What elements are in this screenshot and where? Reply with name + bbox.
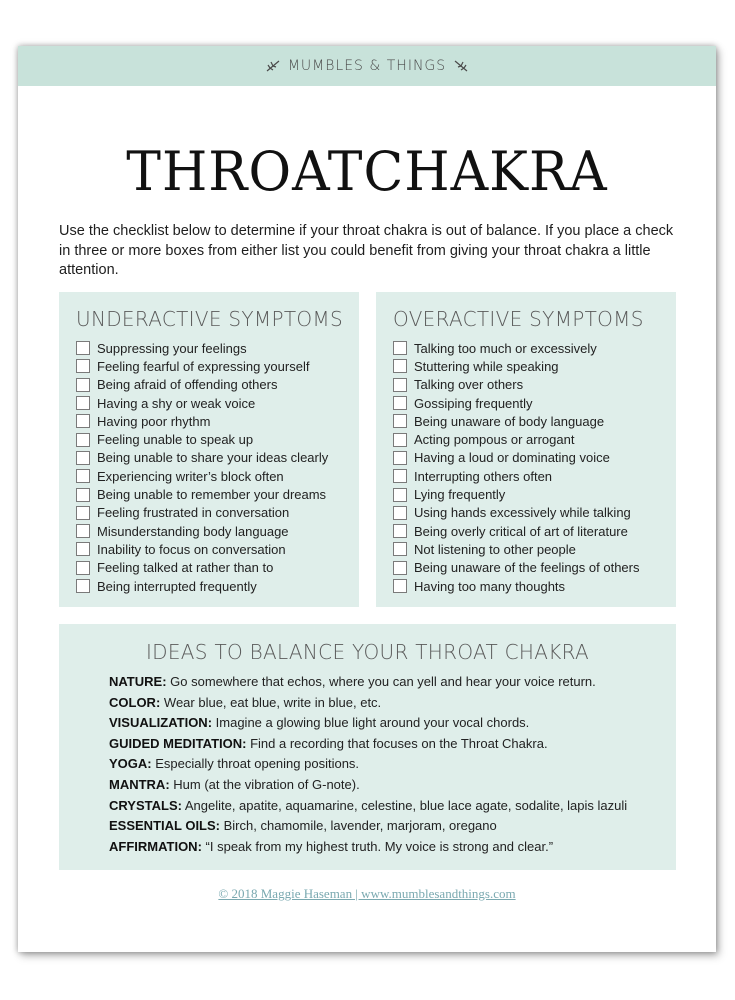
checklist-item[interactable] — [76, 357, 328, 375]
checklist-item-label: Feeling frustrated in conversation — [97, 505, 290, 521]
idea-label: ESSENTIAL OILS: — [109, 818, 220, 834]
checklist-item[interactable] — [76, 504, 328, 522]
idea-item — [109, 754, 627, 775]
checklist-item-label: Having poor rhythm — [97, 413, 211, 429]
checkbox[interactable] — [393, 396, 407, 410]
checklist-item-label: Lying frequently — [414, 487, 506, 503]
checklist-item-label: Having a shy or weak voice — [97, 395, 256, 411]
idea-item — [109, 734, 627, 755]
brand-logo — [265, 58, 469, 74]
checkbox[interactable] — [76, 506, 90, 520]
checklist-item[interactable] — [393, 577, 639, 595]
idea-label: AFFIRMATION: — [109, 838, 202, 854]
checklist-item[interactable] — [393, 394, 639, 412]
checklist-item[interactable] — [393, 357, 639, 375]
checklist-item-label: Being unaware of body language — [414, 413, 605, 429]
idea-item — [109, 672, 627, 693]
checklist-item[interactable] — [76, 376, 328, 394]
idea-item — [109, 713, 627, 734]
overactive-panel — [376, 292, 676, 607]
idea-text: Angelite, apatite, aquamarine, celestine, blue lace agate, sodalite, lapis lazuli — [184, 797, 628, 813]
checkbox[interactable] — [393, 469, 407, 483]
sprig-icon — [265, 59, 281, 73]
sprig-icon — [453, 59, 469, 73]
idea-label: COLOR: — [109, 694, 161, 710]
checklist-item-label: Being afraid of offending others — [97, 377, 278, 393]
checkbox[interactable] — [393, 341, 407, 355]
checklist-item[interactable] — [393, 522, 639, 540]
checklist-item[interactable] — [393, 559, 639, 577]
idea-text: Go somewhere that echos, where you can yell and hear your voice return. — [170, 674, 596, 689]
checkbox[interactable] — [393, 542, 407, 556]
checkbox[interactable] — [393, 359, 407, 373]
checkbox[interactable] — [76, 488, 90, 502]
checklist-item-label: Having too many thoughts — [414, 578, 566, 594]
idea-label: CRYSTALS: — [109, 797, 182, 813]
checkbox[interactable] — [393, 579, 407, 593]
checklist-item[interactable] — [393, 339, 639, 357]
checkbox[interactable] — [76, 542, 90, 556]
checklist-item[interactable] — [76, 430, 328, 448]
checklist-item-label: Stuttering while speaking — [414, 358, 559, 374]
idea-item — [109, 796, 627, 817]
checkbox[interactable] — [76, 414, 90, 428]
checkbox[interactable] — [76, 359, 90, 373]
checklist-item-label: Misunderstanding body language — [97, 523, 289, 539]
checklist-item[interactable] — [393, 540, 639, 558]
checkbox[interactable] — [393, 433, 407, 447]
checklist-item-label: Gossiping frequently — [414, 395, 533, 411]
idea-text: Birch, chamomile, lavender, marjoram, oregano — [223, 818, 497, 834]
checkbox[interactable] — [76, 341, 90, 355]
idea-item — [109, 693, 627, 714]
idea-text: Wear blue, eat blue, write in blue, etc. — [163, 694, 382, 710]
checkbox[interactable] — [393, 414, 407, 428]
checklist-item-label: Feeling talked at rather than to — [97, 560, 274, 576]
checklist-item-label: Talking too much or excessively — [414, 340, 597, 356]
checkbox[interactable] — [76, 433, 90, 447]
idea-text: Especially throat opening positions. — [155, 756, 360, 772]
ideas-panel — [59, 624, 676, 870]
checklist-item-label: Being interrupted frequently — [97, 578, 257, 594]
checkbox[interactable] — [393, 488, 407, 502]
checklist-item-label: Not listening to other people — [414, 541, 576, 557]
idea-text: Find a recording that focuses on the Throat Chakra. — [250, 735, 548, 751]
checkbox[interactable] — [76, 561, 90, 575]
overactive-checklist — [393, 339, 639, 595]
worksheet-page — [18, 46, 716, 952]
underactive-heading: UNDERACTIVE SYMPTOMS — [76, 307, 343, 331]
checklist-item[interactable] — [393, 485, 639, 503]
page-title: THROATCHAKRA — [126, 140, 608, 204]
checklist-item[interactable] — [76, 522, 328, 540]
checklist-item-label: Interrupting others often — [414, 468, 553, 484]
checklist-item-label: Feeling fearful of expressing yourself — [97, 358, 310, 374]
idea-label: YOGA: — [109, 756, 152, 772]
checklist-item-label: Being unable to remember your dreams — [97, 487, 327, 503]
checkbox[interactable] — [76, 469, 90, 483]
idea-item — [109, 837, 627, 858]
checklist-item-label: Feeling unable to speak up — [97, 432, 254, 448]
checklist-item[interactable] — [76, 412, 328, 430]
checklist-item[interactable] — [76, 449, 328, 467]
underactive-panel — [59, 292, 359, 607]
idea-label: VISUALIZATION: — [109, 715, 213, 731]
checkbox[interactable] — [76, 579, 90, 593]
checklist-item-label: Being unable to share your ideas clearly — [97, 450, 329, 466]
intro-text: Use the checklist below to determine if your throat chakra is out of balance. If you place a check in three or more boxes from either list you could benefit from giving your throat chakra a little attention. — [59, 223, 674, 278]
checklist-item[interactable] — [76, 485, 328, 503]
brand-header — [18, 46, 716, 86]
idea-item — [109, 775, 627, 796]
checkbox[interactable] — [76, 451, 90, 465]
checklist-item-label: Being unaware of the feelings of others — [414, 560, 640, 576]
ideas-heading: IDEAS TO BALANCE YOUR THROAT CHAKRA — [145, 640, 590, 664]
checkbox[interactable] — [393, 378, 407, 392]
checklist-item[interactable] — [76, 467, 328, 485]
ideas-list — [109, 672, 627, 857]
checklist-item-label: Experiencing writer’s block often — [97, 468, 284, 484]
checkbox[interactable] — [393, 506, 407, 520]
checklist-item[interactable] — [393, 412, 639, 430]
idea-text: Imagine a glowing blue light around your vocal chords. — [215, 715, 530, 731]
checklist-item[interactable] — [76, 394, 328, 412]
idea-label: MANTRA: — [109, 776, 170, 792]
checklist-item-label: Inability to focus on conversation — [97, 541, 286, 557]
idea-text: “I speak from my highest truth. My voice is strong and clear.” — [205, 838, 554, 854]
checkbox[interactable] — [393, 561, 407, 575]
checklist-item-label: Suppressing your feelings — [97, 340, 247, 356]
idea-label: GUIDED MEDITATION: — [109, 735, 247, 751]
overactive-heading: OVERACTIVE SYMPTOMS — [393, 307, 644, 331]
footer-link[interactable]: © 2018 Maggie Haseman | www.mumblesandthings.com — [218, 886, 516, 901]
checklist-item-label: Using hands excessively while talking — [414, 505, 631, 521]
checklist-item[interactable] — [76, 339, 328, 357]
checkbox[interactable] — [393, 451, 407, 465]
idea-item — [109, 816, 627, 837]
checkbox[interactable] — [393, 524, 407, 538]
checkbox[interactable] — [76, 396, 90, 410]
checklist-item[interactable] — [76, 559, 328, 577]
checklist-item[interactable] — [393, 430, 639, 448]
underactive-checklist — [76, 339, 328, 595]
idea-text: Hum (at the vibration of G-note). — [173, 776, 360, 792]
checklist-item[interactable] — [393, 376, 639, 394]
checklist-item[interactable] — [76, 540, 328, 558]
checklist-item[interactable] — [393, 467, 639, 485]
checklist-item[interactable] — [393, 504, 639, 522]
idea-label: NATURE: — [109, 674, 167, 689]
checklist-item-label: Having a loud or dominating voice — [414, 450, 610, 466]
checklist-item-label: Talking over others — [414, 377, 524, 393]
checklist-item[interactable] — [393, 449, 639, 467]
checklist-item-label: Acting pompous or arrogant — [414, 432, 575, 448]
checklist-item[interactable] — [76, 577, 328, 595]
brand-name: MUMBLES & THINGS — [287, 58, 447, 74]
checkbox[interactable] — [76, 378, 90, 392]
checklist-item-label: Being overly critical of art of literature — [414, 523, 628, 539]
checkbox[interactable] — [76, 524, 90, 538]
